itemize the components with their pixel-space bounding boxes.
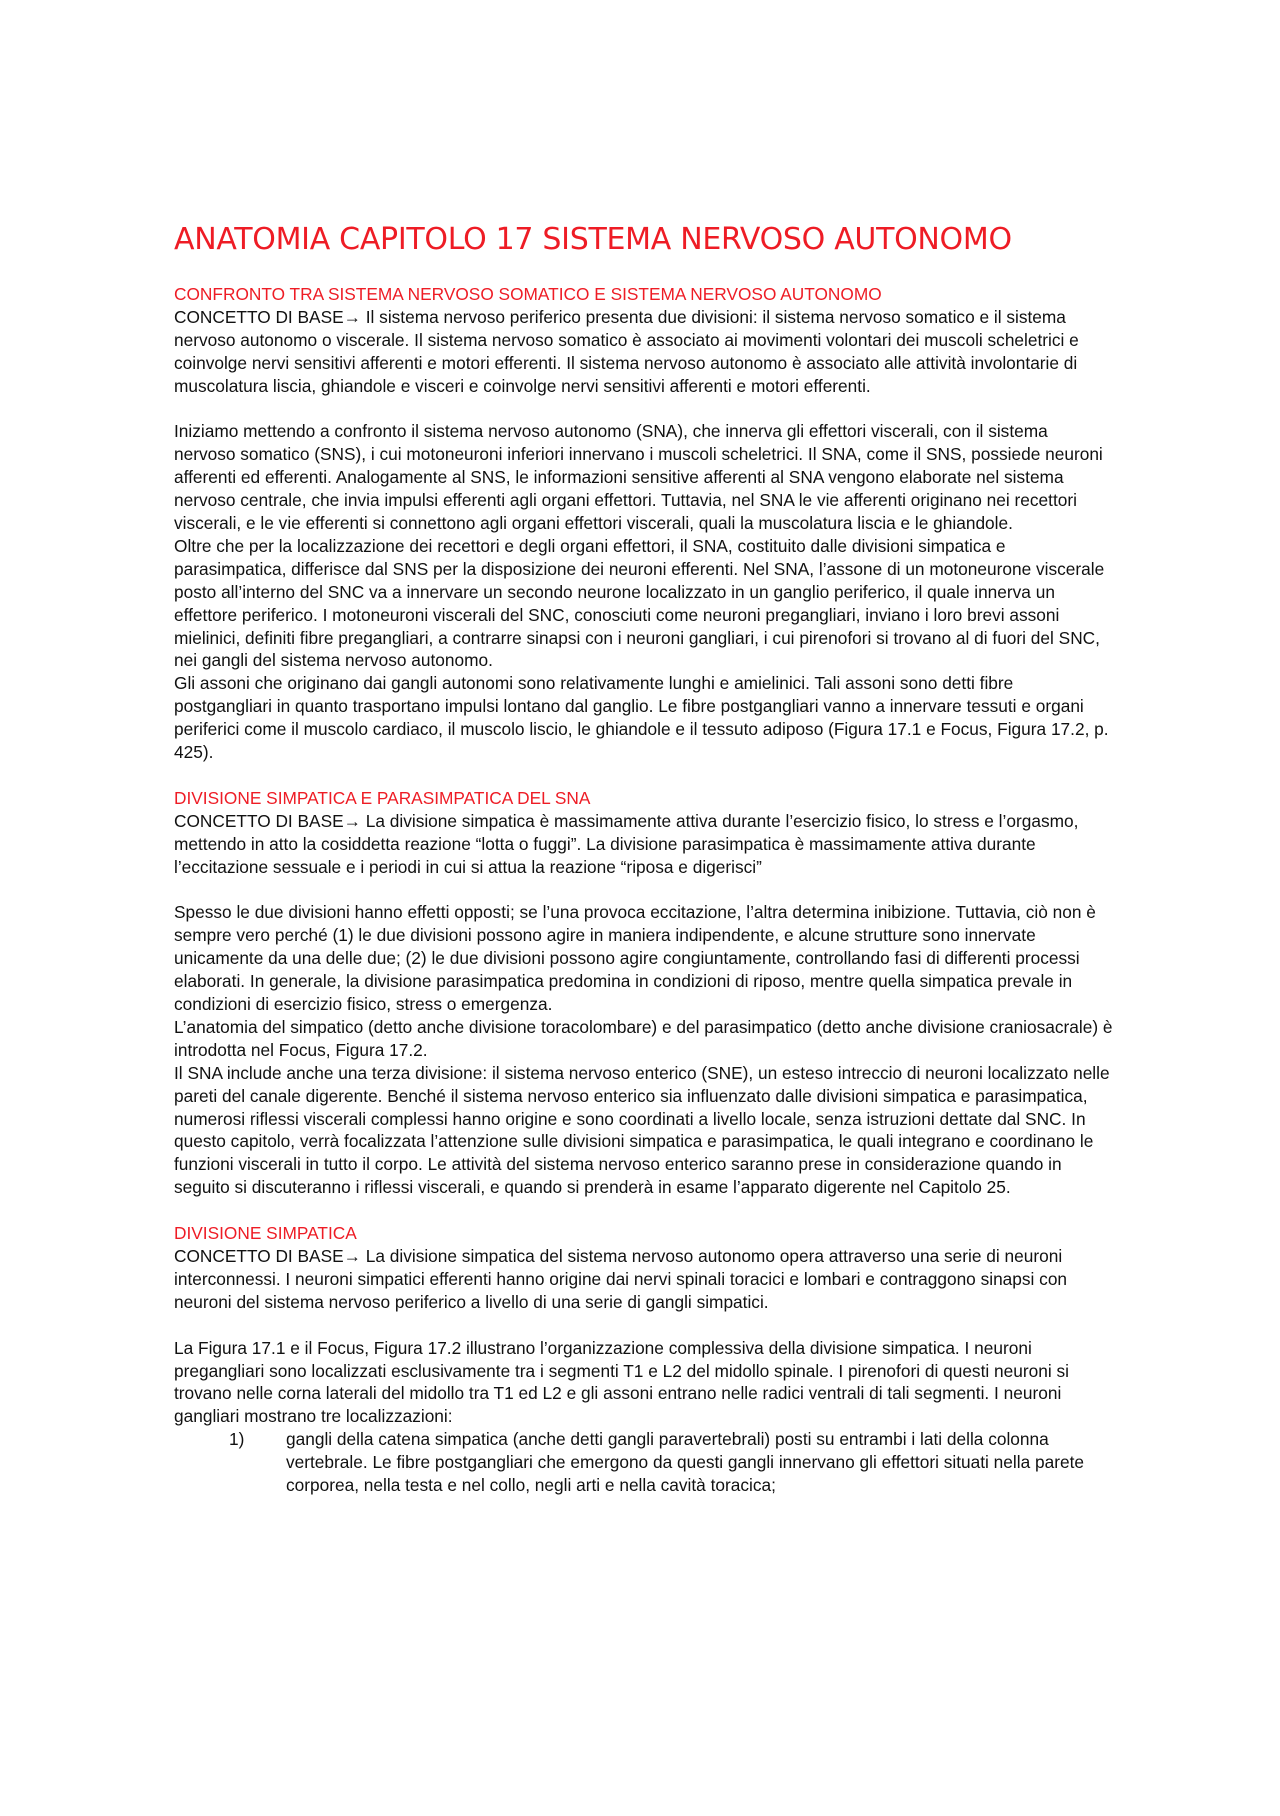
section-heading: DIVISIONE SIMPATICA — [174, 1223, 357, 1244]
body-paragraph: Il SNA include anche una terza divisione: il sistema nervoso enterico (SNE), un esteso intreccio di neuroni localizzato nelle pareti del canale digerente. Benché il sistema nervoso enterico sia influenzato dalle divisioni simpatica e parasimpatica, numerosi riflessi viscerali complessi hanno origine e sono coordinati a livello locale, senza istruzioni dettate dal SNC. In questo capitolo, verrà focalizzata l’attenzione sulle divisioni simpatica e parasimpatica, le quali integrano e coordinano le funzioni viscerali in tutto il corpo. Le attività del sistema nervoso enterico saranno prese in considerazione quando in seguito si discuteranno i riflessi viscerali, e quando si prenderà in esame l’apparato digerente nel Capitolo 25. — [174, 1062, 1110, 1198]
concept-text: La divisione simpatica del sistema nervoso autonomo opera attraverso una serie di neuroni interconnessi. I neuroni simpatici efferenti hanno origine dai nervi spinali toracici e lombari e contraggono sinapsi con neuroni del sistema nervoso periferico a livello di una serie di gangli simpatici. — [174, 1246, 1068, 1312]
section-heading: DIVISIONE SIMPATICA E PARASIMPATICA DEL SNA — [174, 787, 591, 808]
concept-label: CONCETTO DI BASE→ — [174, 810, 366, 831]
concept-text: Il sistema nervoso periferico presenta due divisioni: il sistema nervoso somatico e il sistema nervoso autonomo o viscerale. Il sistema nervoso somatico è associato ai movimenti volontari dei muscoli scheletrici e coinvolge nervi sensitivi afferenti e motori efferenti. Il sistema nervoso autonomo è associato alle attività involontarie di muscolatura liscia, ghiandole e visceri e coinvolge nervi sensitivi afferenti e motori efferenti. — [174, 306, 1079, 396]
body-paragraph: Oltre che per la localizzazione dei recettori e degli organi effettori, il SNA, costituito dalle divisioni simpatica e parasimpatica, differisce dal SNS per la disposizione dei neuroni efferenti. Nel SNA, l’assone di un motoneurone viscerale posto all’interno del SNC va a innervare un secondo neurone localizzato in un ganglio periferico, il quale innerva un effettore periferico. I motoneuroni viscerali del SNC, conosciuti come neuroni pregangliari, inviano i loro brevi assoni mielinici, definiti fibre pregangliari, a contrarre sinapsi con i neuroni gangliari, i cui pirenofori si trovano al di fuori del SNC, nei gangli del sistema nervoso autonomo. — [174, 535, 1105, 671]
concept-paragraph — [174, 306, 1114, 398]
section-sympathetic-parasympathetic — [174, 787, 1114, 1199]
concept-text: La divisione simpatica è massimamente attiva durante l’esercizio fisico, lo stress e l’orgasmo, mettendo in atto la cosiddetta reazione “lotta o fuggi”. La divisione parasimpatica è massimamente attiva durante l’eccitazione sessuale e i periodi in cui si attua la reazione “riposa e digerisci” — [174, 810, 1079, 877]
list-item — [174, 1428, 1114, 1497]
body-paragraph: Iniziamo mettendo a confronto il sistema nervoso autonomo (SNA), che innerva gli effettori viscerali, con il sistema nervoso somatico (SNS), i cui motoneuroni inferiori innervano i muscoli scheletrici. Il SNA, come il SNS, possiede neuroni afferenti ed efferenti. Analogamente al SNS, le informazioni sensitive afferenti al SNA vengono elaborate nel sistema nervoso centrale, che invia impulsi efferenti agli organi effettori. Tuttavia, nel SNA le vie afferenti originano nei recettori viscerali, e le vie efferenti si connettono agli organi effettori viscerali, quali la muscolatura liscia e le ghiandole. — [174, 421, 1103, 534]
document-title: ANATOMIA CAPITOLO 17 SISTEMA NERVOSO AUTONOMO — [174, 222, 1012, 257]
concept-label: CONCETTO DI BASE→ — [174, 306, 366, 327]
list-text: gangli della catena simpatica (anche detti gangli paravertebrali) posti su entrambi i lati della colonna vertebrale. Le fibre postgangliari che emergono da questi gangli innervano gli effettori situati nella parete corporea, nella testa e nel collo, negli arti e nella cavità toracica; — [286, 1429, 1085, 1496]
concept-label: CONCETTO DI BASE→ — [174, 1246, 366, 1266]
concept-paragraph — [174, 1245, 1114, 1314]
numbered-list — [174, 1428, 1114, 1497]
list-number: 1) — [229, 1429, 245, 1450]
section-somatic-vs-autonomic — [174, 283, 1114, 764]
body-paragraph: Spesso le due divisioni hanno effetti opposti; se l’una provoca eccitazione, l’altra determina inibizione. Tuttavia, ciò non è sempre vero perché (1) le due divisioni possono agire in maniera indipendente, e alcune strutture sono innervate unicamente da una delle due; (2) le due divisioni possono agire congiuntamente, controllando fasi di differenti processi elaborati. In generale, la divisione parasimpatica predomina in condizioni di riposo, mentre quella simpatica prevale in condizioni di esercizio fisico, stress o emergenza. — [174, 902, 1096, 1015]
concept-paragraph — [174, 810, 1114, 879]
section-sympathetic-division — [174, 1222, 1114, 1497]
document-page — [174, 220, 1114, 1497]
body-paragraph: La Figura 17.1 e il Focus, Figura 17.2 illustrano l’organizzazione complessiva della divisione simpatica. I neuroni pregangliari sono localizzati esclusivamente tra i segmenti T1 e L2 del midollo spinale. I pirenofori di questi neuroni si trovano nelle corna laterali del midollo tra T1 ed L2 e gli assoni entrano nelle radici ventrali di tali segmenti. I neuroni gangliari mostrano tre localizzazioni: — [174, 1337, 1069, 1427]
body-paragraph: L’anatomia del simpatico (detto anche divisione toracolombare) e del parasimpatico (detto anche divisione craniosacrale) è introdotta nel Focus, Figura 17.2. — [174, 1016, 1113, 1060]
section-heading: CONFRONTO TRA SISTEMA NERVOSO SOMATICO E SISTEMA NERVOSO AUTONOMO — [174, 284, 882, 304]
body-paragraph: Gli assoni che originano dai gangli autonomi sono relativamente lunghi e amielinici. Tali assoni sono detti fibre postgangliari in quanto trasportano impulsi lontano dal ganglio. Le fibre postgangliari vanno a innervare tessuti e organi periferici come il muscolo cardiaco, il muscolo liscio, le ghiandole e il tessuto adiposo (Figura 17.1 e Focus, Figura 17.2, p. 425). — [174, 673, 1109, 763]
